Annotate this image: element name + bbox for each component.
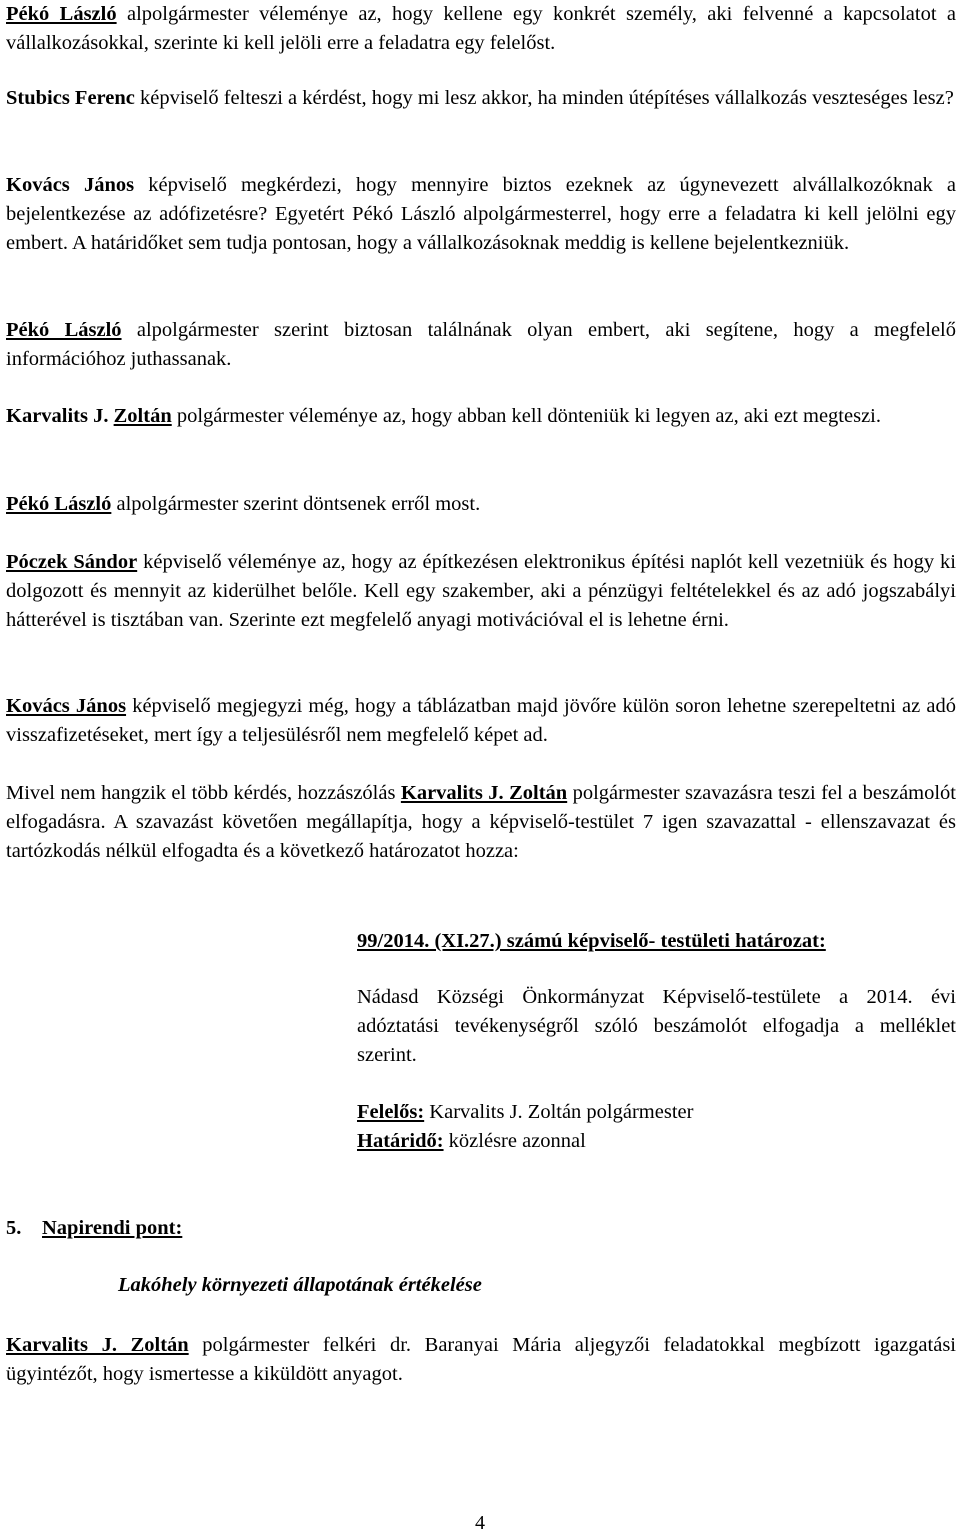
responsible-line xyxy=(357,1098,956,1127)
paragraph-closing xyxy=(6,1331,956,1389)
paragraph-text: alpolgármester véleménye az, hogy kellene egy konkrét személy, aki felvenné a kapcsolatot a vállalkozásokkal, szerinte ki kell jelöli erre a feladatra egy felelőst. xyxy=(6,3,956,54)
speaker-name: Póczek Sándor xyxy=(6,551,138,573)
deadline-value: közlésre azonnal xyxy=(443,1130,586,1152)
speaker-name: Karvalits J. Zoltán xyxy=(6,1334,189,1356)
paragraph-peko-2 xyxy=(6,316,956,374)
responsible-label: Felelős: xyxy=(357,1101,425,1123)
paragraph-text: képviselő véleménye az, hogy az építkezésen elektronikus építési naplót kell vezetniük és hogy ki dolgozott és mennyit az kiderülhet belőle. Kell egy szakember, aki a pénzügyi feltételekkel és az adó jogszabályi hátterével is tisztában van. Szerinte ezt megfelelő anyagi motivációval el is lehetne érni. xyxy=(6,551,956,631)
agenda-heading xyxy=(6,1214,182,1243)
resolution-title xyxy=(357,927,826,956)
paragraph-peko-1 xyxy=(6,0,956,58)
resolution-body: Nádasd Községi Önkormányzat Képviselő-testülete a 2014. évi adóztatási tevékenységről szóló beszámolót elfogadja a melléklet szerint. xyxy=(357,986,956,1066)
speaker-name: Pékó László xyxy=(6,493,112,515)
agenda-subtitle: Lakóhely környezeti állapotának értékelése xyxy=(118,1274,482,1296)
paragraph-text: alpolgármester szerint döntsenek erről most. xyxy=(111,493,481,515)
speaker-name: Pékó László xyxy=(6,319,122,341)
speaker-name: Stubics Ferenc xyxy=(6,87,135,109)
speaker-name: Pékó László xyxy=(6,3,117,25)
paragraph-poczek xyxy=(6,548,956,635)
responsible-value: Karvalits J. Zoltán polgármester xyxy=(424,1101,694,1123)
speaker-name: Kovács János xyxy=(6,174,135,196)
deadline-line xyxy=(357,1127,956,1156)
paragraph-text: polgármester véleménye az, hogy abban kell dönteniük ki legyen az, aki ezt megteszi. xyxy=(171,405,881,427)
paragraph-vote xyxy=(6,779,956,866)
paragraph-text: polgármester felkéri dr. Baranyai Mária aljegyzői feladatokkal megbízott igazgatási ügyintézőt, hogy ismertesse a kiküldött anyagot. xyxy=(6,1334,956,1385)
paragraph-stubics xyxy=(6,84,956,113)
resolution-title-text: 99/2014. (XI.27.) számú képviselő- testületi határozat: xyxy=(357,930,826,952)
speaker-name-part: Karvalits J. xyxy=(6,405,109,427)
paragraph-karvalits-1 xyxy=(6,402,956,431)
paragraph-kovacs-2 xyxy=(6,692,956,750)
paragraph-text: polgármester szavazásra teszi fel a beszámolót elfogadásra. A szavazást követően megállapítja, hogy a képviselő-testület 7 igen szavazattal - ellenszavazat és tartózkodás nélkül elfogadta és a következő határozatot hozza: xyxy=(6,782,957,862)
speaker-name: Kovács János xyxy=(6,695,127,717)
agenda-label: Napirendi pont: xyxy=(42,1217,183,1239)
speaker-name-part: Zoltán xyxy=(113,405,172,427)
paragraph-lead: Mivel nem hangzik el több kérdés, hozzászólás xyxy=(6,782,401,804)
paragraph-peko-3 xyxy=(6,490,956,519)
paragraph-text: alpolgármester szerint biztosan találnának olyan embert, aki segítene, hogy a megfelelő információhoz juthassanak. xyxy=(6,319,957,370)
speaker-name: Karvalits J. Zoltán xyxy=(400,782,568,804)
resolution-responsibility xyxy=(357,1098,956,1156)
paragraph-kovacs-1 xyxy=(6,171,956,258)
paragraph-text: képviselő felteszi a kérdést, hogy mi lesz akkor, ha minden útépítéses vállalkozás veszteséges lesz? xyxy=(134,87,954,109)
deadline-label: Határidő: xyxy=(357,1130,444,1152)
paragraph-text: képviselő megkérdezi, hogy mennyire biztos ezeknek az úgynevezett alvállalkozóknak a bejelentkezése az adófizetésre? Egyetért Pékó László alpolgármesterrel, hogy erre a feladatra ki kell jelölni egy embert. A határidőket sem tudja pontosan, hogy a vállalkozásoknak meddig is kellene bejelentkezniük. xyxy=(6,174,956,254)
page-number: 4 xyxy=(475,1512,485,1534)
paragraph-text: képviselő megjegyzi még, hogy a táblázatban majd jövőre külön soron lehetne szerepeltetni az adó visszafizetéseket, mert így a teljesülésről nem megfelelő képet ad. xyxy=(6,695,956,746)
agenda-number: 5. xyxy=(6,1217,22,1239)
